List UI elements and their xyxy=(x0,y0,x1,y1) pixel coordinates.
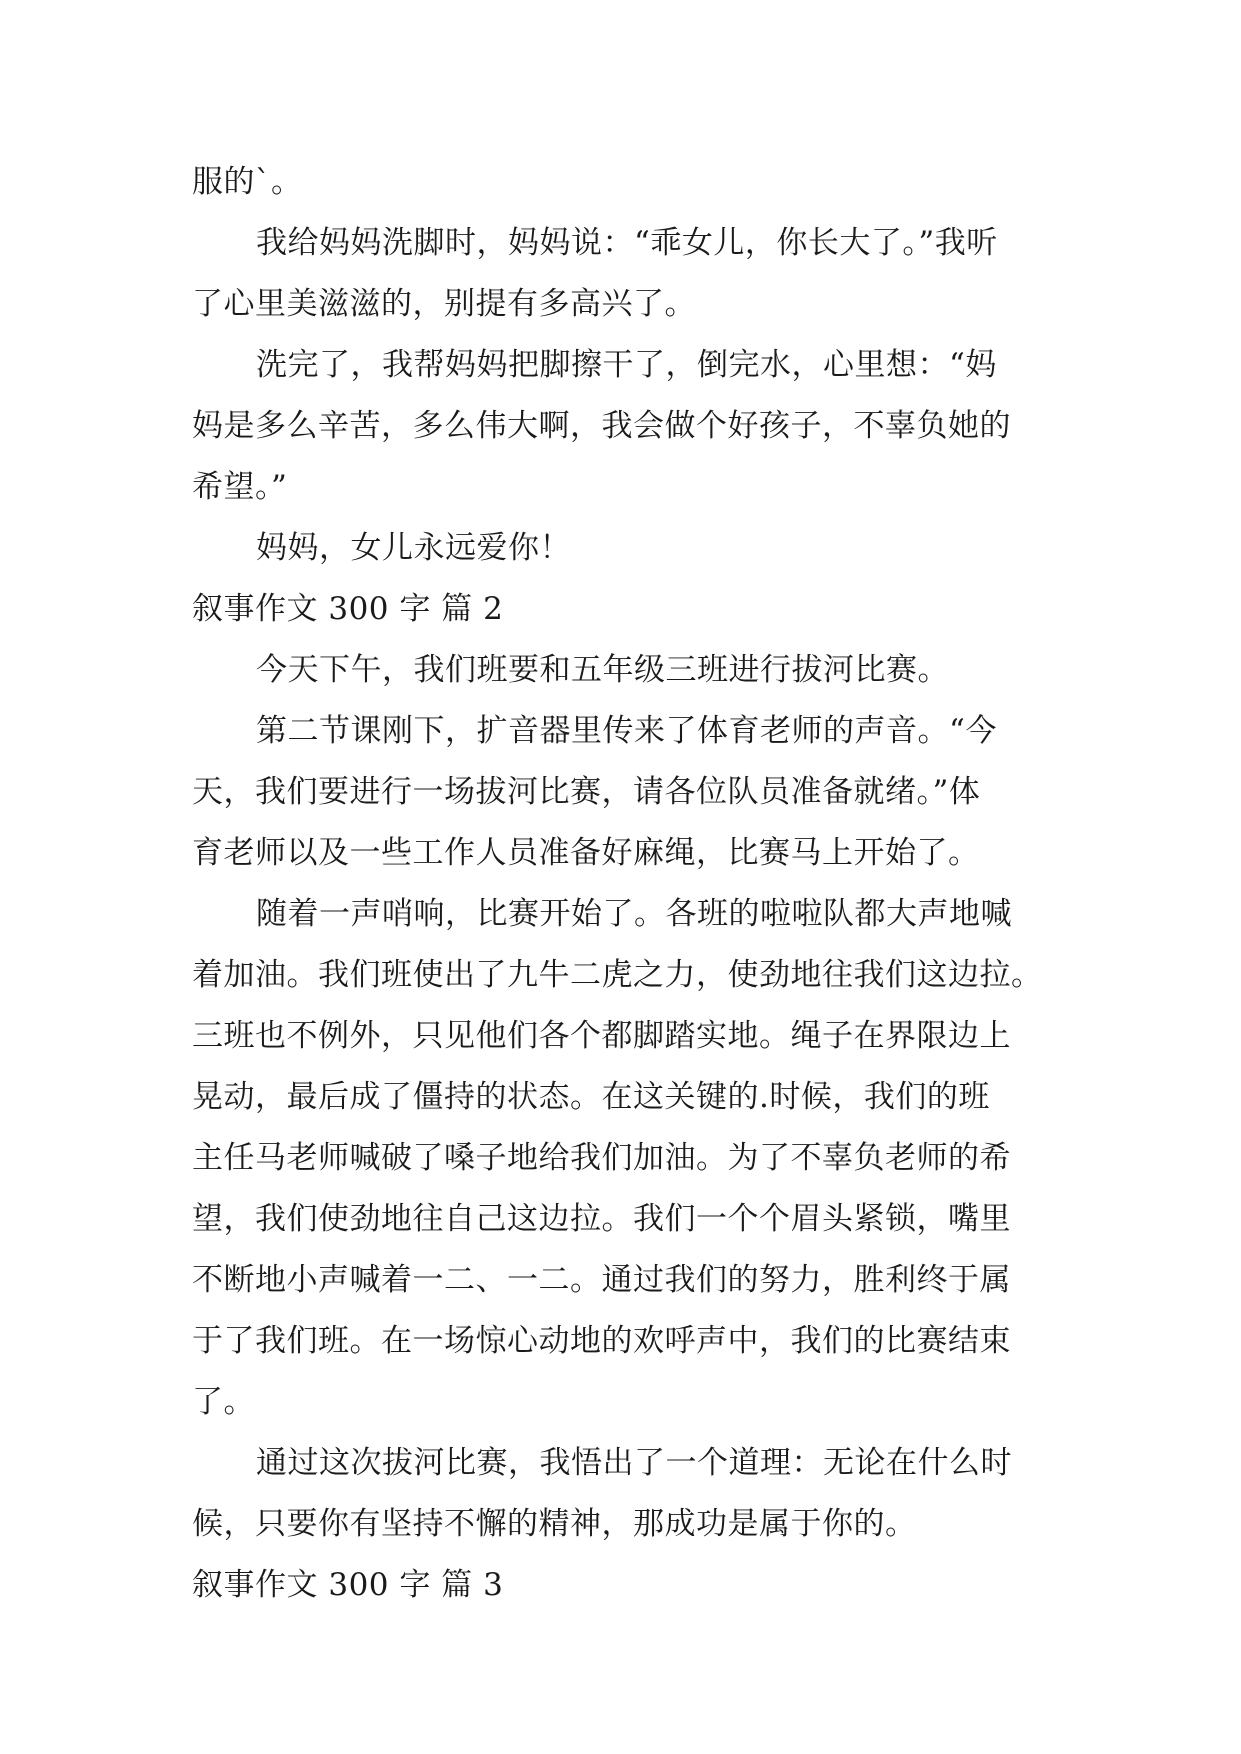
body-line: 不断地小声喊着一二、一二。通过我们的努力，胜利终于属 xyxy=(192,1262,1011,1298)
body-line: 了心里美滋滋的，别提有多高兴了。 xyxy=(192,286,696,322)
body-line: 候，只要你有坚持不懈的精神，那成功是属于你的。 xyxy=(192,1506,917,1542)
document-page xyxy=(192,152,1052,1616)
body-line: 第二节课刚下，扩音器里传来了体育老师的声音。“今 xyxy=(256,713,997,749)
body-line: 了。 xyxy=(192,1384,255,1420)
body-line: 通过这次拔河比赛，我悟出了一个道理：无论在什么时 xyxy=(256,1445,1012,1481)
body-line: 着加油。我们班使出了九牛二虎之力，使劲地往我们这边拉。 xyxy=(192,957,1043,993)
body-line: 于了我们班。在一场惊心动地的欢呼声中，我们的比赛结束 xyxy=(192,1323,1011,1359)
body-line: 妈是多么辛苦，多么伟大啊，我会做个好孩子，不辜负她的 xyxy=(192,408,1011,444)
body-line: 天，我们要进行一场拔河比赛，请各位队员准备就绪。”体 xyxy=(192,774,981,810)
section-heading: 叙事作文 300 字 篇 3 xyxy=(192,1567,504,1603)
body-line: 随着一声哨响，比赛开始了。各班的啦啦队都大声地喊 xyxy=(256,896,1012,932)
body-line: 望，我们使劲地往自己这边拉。我们一个个眉头紧锁，嘴里 xyxy=(192,1201,1011,1237)
body-line: 服的`。 xyxy=(192,164,303,200)
body-line: 我给妈妈洗脚时，妈妈说：“乖女儿，你长大了。”我听 xyxy=(256,225,998,261)
body-line: 主任马老师喊破了嗓子地给我们加油。为了不辜负老师的希 xyxy=(192,1140,1011,1176)
body-line: 育老师以及一些工作人员准备好麻绳，比赛马上开始了。 xyxy=(192,835,980,871)
body-line: 今天下午，我们班要和五年级三班进行拔河比赛。 xyxy=(256,652,949,688)
body-line: 晃动，最后成了僵持的状态。在这关键的.时候，我们的班 xyxy=(192,1079,990,1115)
body-line: 洗完了，我帮妈妈把脚擦干了，倒完水，心里想：“妈 xyxy=(256,347,997,383)
body-line: 妈妈，女儿永远爱你！ xyxy=(256,530,571,566)
body-line: 希望。” xyxy=(192,469,288,505)
section-heading: 叙事作文 300 字 篇 2 xyxy=(192,591,504,627)
body-line: 三班也不例外，只见他们各个都脚踏实地。绳子在界限边上 xyxy=(192,1018,1011,1054)
